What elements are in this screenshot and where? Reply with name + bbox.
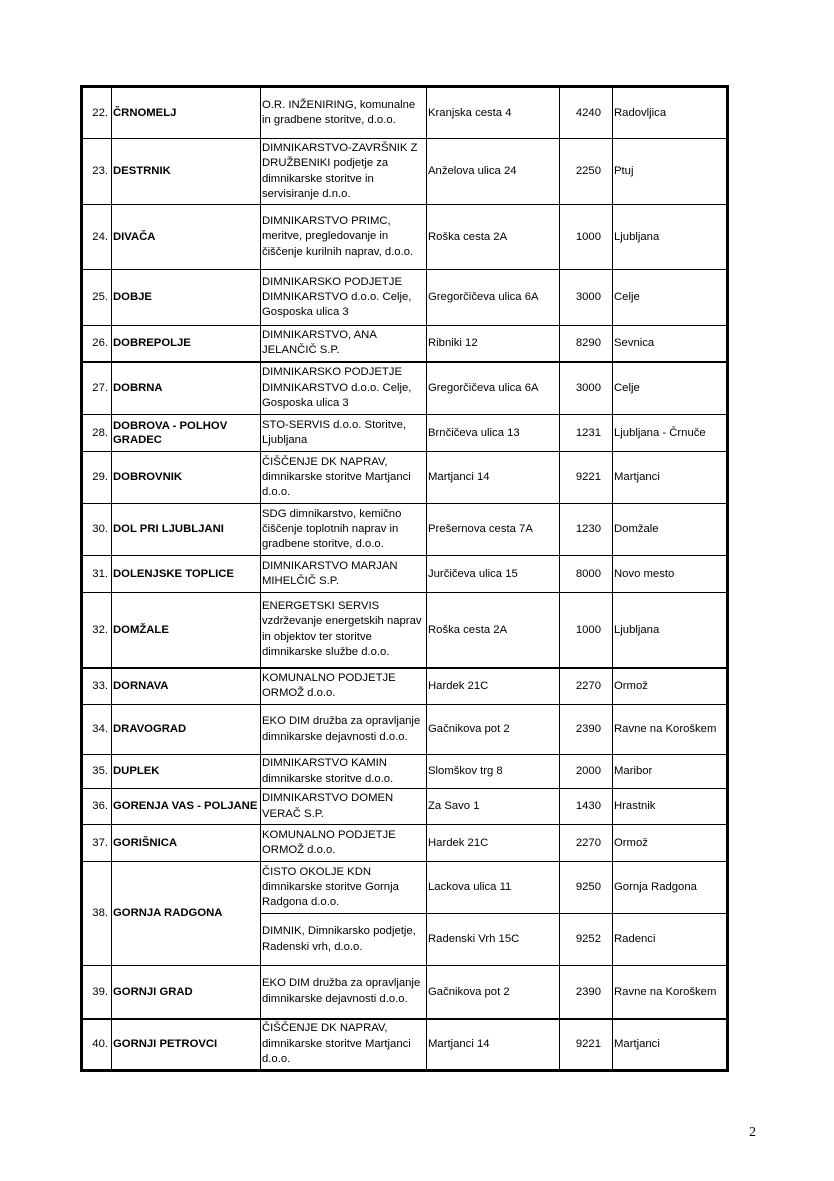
municipality-name: GORIŠNICA xyxy=(112,825,261,862)
company-name: SDG dimnikarstvo, kemično čiščenje toplotnih naprav in gradbene storitve, d.o.o. xyxy=(261,504,427,556)
postal-code: 8290 xyxy=(560,326,613,362)
street-address: Brnčičeva ulica 13 xyxy=(427,415,560,452)
postal-code: 3000 xyxy=(560,270,613,326)
postal-code: 9250 xyxy=(560,862,613,914)
postal-code: 2270 xyxy=(560,668,613,705)
postal-code: 9252 xyxy=(560,914,613,966)
city-name: Novo mesto xyxy=(613,556,728,593)
municipality-name: GORNJA RADGONA xyxy=(112,862,261,966)
company-name: KOMUNALNO PODJETJE ORMOŽ d.o.o. xyxy=(261,668,427,705)
municipality-name: DOL PRI LJUBLJANI xyxy=(112,504,261,556)
table-row xyxy=(82,205,728,270)
row-number: 37. xyxy=(82,825,112,862)
city-name: Sevnica xyxy=(613,326,728,362)
row-number: 24. xyxy=(82,205,112,270)
city-name: Ravne na Koroškem xyxy=(613,705,728,755)
chimney-services-table xyxy=(80,85,729,1072)
table-row xyxy=(82,504,728,556)
table-row xyxy=(82,668,728,705)
postal-code: 9221 xyxy=(560,1019,613,1071)
row-number: 25. xyxy=(82,270,112,326)
postal-code: 8000 xyxy=(560,556,613,593)
city-name: Ljubljana - Črnuče xyxy=(613,415,728,452)
postal-code: 1430 xyxy=(560,789,613,825)
municipality-name: DOBREPOLJE xyxy=(112,326,261,362)
table-row xyxy=(82,362,728,415)
municipality-name: DOBRNA xyxy=(112,362,261,415)
municipality-name: DOBROVA - POLHOV GRADEC xyxy=(112,415,261,452)
company-name: KOMUNALNO PODJETJE ORMOŽ d.o.o. xyxy=(261,825,427,862)
row-number: 22. xyxy=(82,87,112,139)
row-number: 38. xyxy=(82,862,112,966)
row-number: 34. xyxy=(82,705,112,755)
row-number: 36. xyxy=(82,789,112,825)
postal-code: 1000 xyxy=(560,205,613,270)
municipality-name: DUPLEK xyxy=(112,755,261,789)
postal-code: 2250 xyxy=(560,139,613,205)
city-name: Ravne na Koroškem xyxy=(613,966,728,1019)
postal-code: 9221 xyxy=(560,452,613,504)
company-name: DIMNIKARSTVO PRIMC, meritve, pregledovanje in čiščenje kurilnih naprav, d.o.o. xyxy=(261,205,427,270)
street-address: Slomškov trg 8 xyxy=(427,755,560,789)
municipality-name: DESTRNIK xyxy=(112,139,261,205)
street-address: Kranjska cesta 4 xyxy=(427,87,560,139)
municipality-name: DORNAVA xyxy=(112,668,261,705)
row-number: 29. xyxy=(82,452,112,504)
company-name: ČIŠČENJE DK NAPRAV, dimnikarske storitve Martjanci d.o.o. xyxy=(261,1019,427,1071)
table-row xyxy=(82,452,728,504)
street-address: Roška cesta 2A xyxy=(427,205,560,270)
city-name: Ljubljana xyxy=(613,593,728,668)
city-name: Maribor xyxy=(613,755,728,789)
street-address: Gačnikova pot 2 xyxy=(427,966,560,1019)
municipality-name: ČRNOMELJ xyxy=(112,87,261,139)
row-number: 30. xyxy=(82,504,112,556)
street-address: Ribniki 12 xyxy=(427,326,560,362)
street-address: Roška cesta 2A xyxy=(427,593,560,668)
table-row xyxy=(82,966,728,1019)
street-address: Za Savo 1 xyxy=(427,789,560,825)
postal-code: 1000 xyxy=(560,593,613,668)
postal-code: 3000 xyxy=(560,362,613,415)
row-number: 40. xyxy=(82,1019,112,1071)
company-name: EKO DIM družba za opravljanje dimnikarske dejavnosti d.o.o. xyxy=(261,966,427,1019)
postal-code: 2390 xyxy=(560,966,613,1019)
table-row xyxy=(82,755,728,789)
city-name: Celje xyxy=(613,362,728,415)
company-name: ČIŠČENJE DK NAPRAV, dimnikarske storitve Martjanci d.o.o. xyxy=(261,452,427,504)
city-name: Martjanci xyxy=(613,452,728,504)
street-address: Jurčičeva ulica 15 xyxy=(427,556,560,593)
company-name: DIMNIK, Dimnikarsko podjetje, Radenski vrh, d.o.o. xyxy=(261,914,427,966)
street-address: Lackova ulica 11 xyxy=(427,862,560,914)
street-address: Martjanci 14 xyxy=(427,1019,560,1071)
postal-code: 1230 xyxy=(560,504,613,556)
row-number: 32. xyxy=(82,593,112,668)
company-name: DIMNIKARSTVO DOMEN VERAČ S.P. xyxy=(261,789,427,825)
table-row xyxy=(82,789,728,825)
municipality-name: DOLENJSKE TOPLICE xyxy=(112,556,261,593)
page-number: 2 xyxy=(749,1125,756,1140)
postal-code: 2270 xyxy=(560,825,613,862)
company-name: DIMNIKARSTVO MARJAN MIHELČIČ S.P. xyxy=(261,556,427,593)
company-name: ENERGETSKI SERVIS vzdrževanje energetskih naprav in objektov ter storitve dimnikarske službe d.o.o. xyxy=(261,593,427,668)
city-name: Radenci xyxy=(613,914,728,966)
street-address: Gregorčičeva ulica 6A xyxy=(427,362,560,415)
company-name: DIMNIKARSTVO, ANA JELANČIČ S.P. xyxy=(261,326,427,362)
table-row xyxy=(82,1019,728,1071)
table-row xyxy=(82,825,728,862)
company-name: DIMNIKARSKO PODJETJE DIMNIKARSTVO d.o.o. Celje, Gosposka ulica 3 xyxy=(261,270,427,326)
postal-code: 1231 xyxy=(560,415,613,452)
row-number: 23. xyxy=(82,139,112,205)
municipality-name: DIVAČA xyxy=(112,205,261,270)
company-name: DIMNIKARSTVO-ZAVRŠNIK Z DRUŽBENIKI podjetje za dimnikarske storitve in servisiranje d.n.o. xyxy=(261,139,427,205)
municipality-name: DRAVOGRAD xyxy=(112,705,261,755)
city-name: Domžale xyxy=(613,504,728,556)
row-number: 31. xyxy=(82,556,112,593)
street-address: Prešernova cesta 7A xyxy=(427,504,560,556)
city-name: Radovljica xyxy=(613,87,728,139)
table-row xyxy=(82,593,728,668)
row-number: 35. xyxy=(82,755,112,789)
city-name: Martjanci xyxy=(613,1019,728,1071)
row-number: 33. xyxy=(82,668,112,705)
city-name: Gornja Radgona xyxy=(613,862,728,914)
table-row xyxy=(82,705,728,755)
city-name: Ormož xyxy=(613,668,728,705)
street-address: Hardek 21C xyxy=(427,668,560,705)
postal-code: 4240 xyxy=(560,87,613,139)
row-number: 28. xyxy=(82,415,112,452)
municipality-name: GORENJA VAS - POLJANE xyxy=(112,789,261,825)
table-row xyxy=(82,556,728,593)
company-name: STO-SERVIS d.o.o. Storitve, Ljubljana xyxy=(261,415,427,452)
city-name: Ljubljana xyxy=(613,205,728,270)
city-name: Hrastnik xyxy=(613,789,728,825)
city-name: Celje xyxy=(613,270,728,326)
table-row xyxy=(82,862,728,914)
table-row xyxy=(82,87,728,139)
postal-code: 2390 xyxy=(560,705,613,755)
company-name: DIMNIKARSKO PODJETJE DIMNIKARSTVO d.o.o. Celje, Gosposka ulica 3 xyxy=(261,362,427,415)
municipality-name: DOMŽALE xyxy=(112,593,261,668)
street-address: Hardek 21C xyxy=(427,825,560,862)
table-row xyxy=(82,415,728,452)
postal-code: 2000 xyxy=(560,755,613,789)
municipality-name: DOBROVNIK xyxy=(112,452,261,504)
table-row xyxy=(82,139,728,205)
row-number: 27. xyxy=(82,362,112,415)
company-name: O.R. INŽENIRING, komunalne in gradbene storitve, d.o.o. xyxy=(261,87,427,139)
street-address: Anželova ulica 24 xyxy=(427,139,560,205)
company-name: DIMNIKARSTVO KAMIN dimnikarske storitve d.o.o. xyxy=(261,755,427,789)
municipality-name: GORNJI GRAD xyxy=(112,966,261,1019)
city-name: Ptuj xyxy=(613,139,728,205)
street-address: Radenski Vrh 15C xyxy=(427,914,560,966)
row-number: 39. xyxy=(82,966,112,1019)
city-name: Ormož xyxy=(613,825,728,862)
row-number: 26. xyxy=(82,326,112,362)
table-row xyxy=(82,326,728,362)
street-address: Gačnikova pot 2 xyxy=(427,705,560,755)
street-address: Gregorčičeva ulica 6A xyxy=(427,270,560,326)
company-name: ČISTO OKOLJE KDN dimnikarske storitve Gornja Radgona d.o.o. xyxy=(261,862,427,914)
street-address: Martjanci 14 xyxy=(427,452,560,504)
table-row xyxy=(82,270,728,326)
company-name: EKO DIM družba za opravljanje dimnikarske dejavnosti d.o.o. xyxy=(261,705,427,755)
municipality-name: DOBJE xyxy=(112,270,261,326)
municipality-name: GORNJI PETROVCI xyxy=(112,1019,261,1071)
